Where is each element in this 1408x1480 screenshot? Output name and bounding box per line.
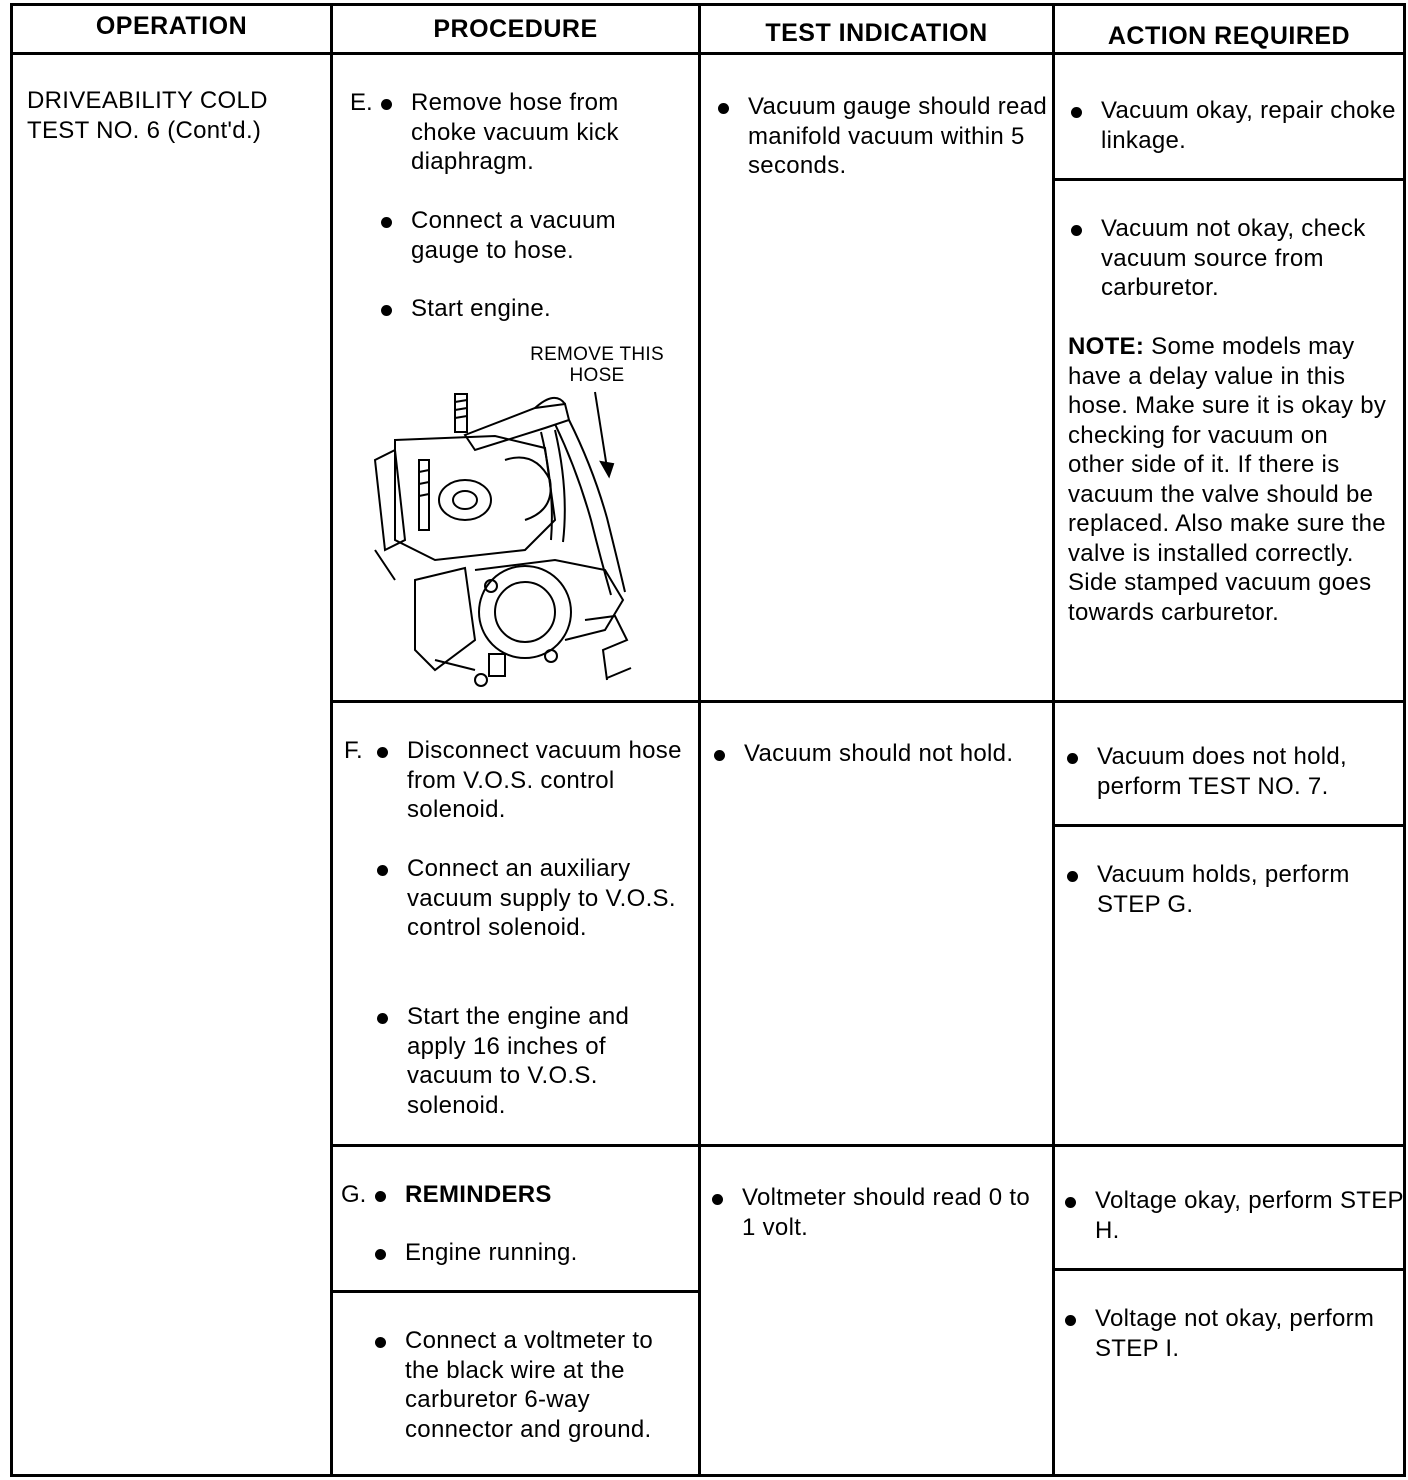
action-g-sep	[1052, 1268, 1406, 1271]
left-border	[10, 3, 13, 1477]
bottom-border	[10, 1474, 1406, 1477]
operation-line-2: TEST NO. 6 (Cont'd.)	[27, 116, 262, 144]
step-g-action-2: Voltage not okay, perform STEP I.	[1065, 1304, 1395, 1363]
step-g-reminder-item: Engine running.	[375, 1238, 683, 1268]
row-sep-ef	[330, 700, 1406, 703]
step-g-test-indication: Voltmeter should read 0 to 1 volt.	[712, 1183, 1047, 1242]
step-e-action-1: Vacuum okay, repair choke linkage.	[1071, 96, 1401, 155]
step-e-proc-1: Remove hose from choke vacuum kick diaphragm.	[381, 88, 681, 177]
note-label: NOTE:	[1068, 333, 1145, 360]
step-e-note	[1068, 332, 1390, 627]
header-operation: OPERATION	[95, 12, 248, 40]
header-test-indication: TEST INDICATION	[765, 19, 988, 47]
step-f-proc-3: Start the engine and apply 16 inches of vacuum to V.O.S. solenoid.	[377, 1002, 685, 1120]
step-f-action-2: Vacuum holds, perform STEP G.	[1067, 860, 1407, 919]
header-procedure: PROCEDURE	[433, 15, 598, 43]
step-g-proc-2: Connect a voltmeter to the black wire at the carburetor 6-way connector and ground.	[375, 1326, 690, 1444]
step-e-proc-2: Connect a vacuum gauge to hose.	[381, 206, 681, 265]
col-sep-2	[698, 3, 701, 1477]
action-e-sep	[1052, 178, 1406, 181]
step-g-reminders: REMINDERS	[375, 1180, 683, 1210]
step-f-proc-1: Disconnect vacuum hose from V.O.S. control solenoid.	[377, 736, 685, 825]
step-f-test-indication: Vacuum should not hold.	[714, 739, 1044, 769]
action-f-sep	[1052, 824, 1406, 827]
step-f-proc-2: Connect an auxiliary vacuum supply to V.O.S. control solenoid.	[377, 854, 685, 943]
carburetor-illustration	[355, 380, 655, 692]
right-border	[1403, 3, 1406, 1477]
col-sep-3	[1052, 3, 1055, 1477]
header-rule	[10, 52, 1406, 55]
step-e-test-indication: Vacuum gauge should read manifold vacuum within 5 seconds.	[718, 92, 1053, 181]
operation-line-1: DRIVEABILITY COLD	[27, 87, 268, 114]
proc-g-sep	[330, 1290, 698, 1293]
step-g-label: G.	[341, 1181, 367, 1208]
step-e-proc-3: Start engine.	[381, 294, 681, 324]
step-f-action-1: Vacuum does not hold, perform TEST NO. 7.	[1067, 742, 1407, 801]
top-border	[10, 3, 1406, 6]
step-e-action-2: Vacuum not okay, check vacuum source from carburetor.	[1071, 214, 1401, 303]
operation-title	[27, 86, 327, 145]
step-f-label: F.	[344, 737, 363, 764]
row-sep-fg	[330, 1144, 1406, 1147]
note-text: Some models may have a delay value in this hose. Make sure it is okay by checking for vacuum on other side of it. If there is vacuum the valve should be replaced. Also make sure the valve is installed correctly. Side stamped vacuum goes towards carburetor.	[1068, 333, 1387, 626]
figure-label-line-1: REMOVE THIS	[530, 344, 664, 365]
header-action-required: ACTION REQUIRED	[1107, 22, 1351, 50]
step-g-action-1: Voltage okay, perform STEP H.	[1065, 1186, 1405, 1245]
col-sep-1	[330, 3, 333, 1477]
figure-label-line-2: HOSE	[569, 365, 625, 386]
step-e-label: E.	[350, 89, 373, 116]
